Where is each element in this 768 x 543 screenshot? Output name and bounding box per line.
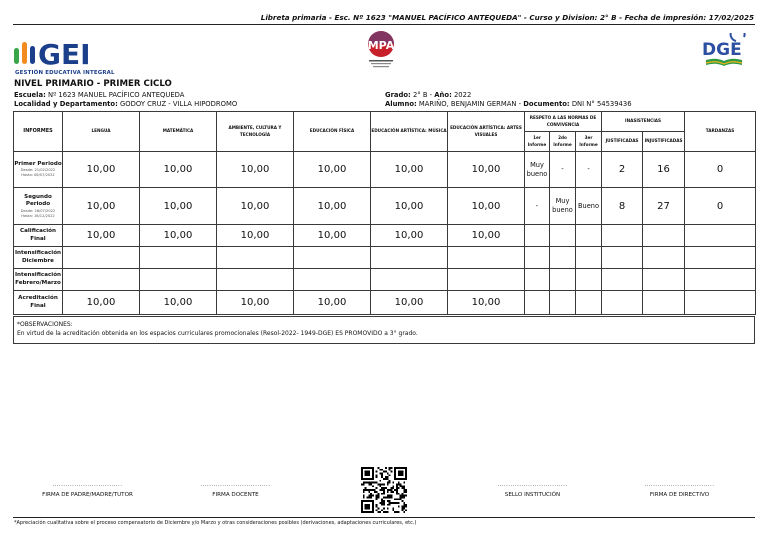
alumno-value: MARIÑO, BENJAMIN GERMAN - xyxy=(418,100,522,108)
anio-label: Año: xyxy=(434,91,452,99)
empty-cell xyxy=(643,247,685,269)
grades-table xyxy=(13,111,756,315)
anio-value: 2022 xyxy=(453,91,472,99)
grade-cell: 10,00 xyxy=(448,291,525,315)
signature-padre-label: FIRMA DE PADRE/MADRE/TUTOR xyxy=(42,492,133,498)
localidad-line xyxy=(14,100,237,108)
injustificadas-cell: 27 xyxy=(643,188,685,225)
signature-directivo xyxy=(622,483,737,498)
table-row xyxy=(14,225,756,247)
escuela-label: Escuela: xyxy=(14,91,46,99)
empty-cell xyxy=(685,291,756,315)
signature-line: ................................ xyxy=(497,482,568,488)
grade-cell: 10,00 xyxy=(371,225,448,247)
grade-cell: 10,00 xyxy=(294,291,371,315)
empty-cell xyxy=(643,269,685,291)
empty-cell xyxy=(525,225,550,247)
qr-code-icon xyxy=(361,467,407,513)
period-start: Desde: 21/02/2022 xyxy=(20,168,56,173)
grade-cell xyxy=(217,247,294,269)
col-visuales: EDUCACIÓN ARTÍSTICA: ARTES VISUALES xyxy=(448,112,525,152)
respeto-cell: Bueno xyxy=(576,188,602,225)
respeto-cell: - xyxy=(525,188,550,225)
grade-cell xyxy=(448,247,525,269)
row-label-cell xyxy=(14,269,63,291)
grade-cell: 10,00 xyxy=(217,188,294,225)
grade-cell: 10,00 xyxy=(217,152,294,188)
grado-label: Grado: xyxy=(385,91,411,99)
signature-docente xyxy=(178,483,293,498)
row-label-cell xyxy=(14,188,63,225)
alumno-line xyxy=(385,100,632,108)
grade-cell: 10,00 xyxy=(63,225,140,247)
signature-directivo-label: FIRMA DE DIRECTIVO xyxy=(649,492,710,498)
footer-note: *Apreciación cualitativa sobre el proceso compensatorio de Diciembre y/o Marzo y otras consideraciones posibles (derivaciones, adaptaciones curriculares, etc.) xyxy=(14,520,417,526)
footer-divider xyxy=(13,517,755,518)
empty-cell xyxy=(602,247,643,269)
col-informes: INFORMES xyxy=(14,112,63,152)
empty-cell xyxy=(550,247,576,269)
tardanzas-cell: 0 xyxy=(685,152,756,188)
row-label: Intensificación Febrero/Marzo xyxy=(14,271,62,286)
level-title: NIVEL PRIMARIO - PRIMER CICLO xyxy=(14,79,172,89)
dge-logo-text: DGE xyxy=(702,40,742,60)
observations-box xyxy=(13,316,755,344)
grade-cell xyxy=(140,247,217,269)
grade-cell xyxy=(63,247,140,269)
col-musica: EDUCACIÓN ARTÍSTICA: MÚSICA xyxy=(371,112,448,152)
empty-cell xyxy=(576,225,602,247)
school-line xyxy=(14,91,184,99)
col-tardanzas: TARDANZAS xyxy=(685,112,756,152)
grade-cell xyxy=(371,269,448,291)
col-fisica: EDUCACIÓN FÍSICA xyxy=(294,112,371,152)
empty-cell xyxy=(576,291,602,315)
empty-cell xyxy=(550,269,576,291)
grade-cell: 10,00 xyxy=(217,225,294,247)
col-justificadas: JUSTIFICADAS xyxy=(602,132,643,152)
justificadas-cell: 8 xyxy=(602,188,643,225)
grado-value: 2° B - xyxy=(412,91,433,99)
table-row xyxy=(14,247,756,269)
grade-cell: 10,00 xyxy=(371,152,448,188)
respeto-cell: - xyxy=(550,152,576,188)
localidad-label: Localidad y Departamento: xyxy=(14,100,118,108)
signature-docente-label: FIRMA DOCENTE xyxy=(212,492,259,498)
gei-subtitle: GESTIÓN EDUCATIVA INTEGRAL xyxy=(15,70,115,76)
observations-title: *OBSERVACIONES: xyxy=(17,321,73,328)
signature-sello-label: SELLO INSTITUCIÓN xyxy=(504,492,561,498)
col-ambiente: AMBIENTE, CULTURA Y TECNOLOGÍA xyxy=(217,112,294,152)
dge-logo xyxy=(700,33,756,71)
empty-cell xyxy=(643,225,685,247)
empty-cell xyxy=(576,269,602,291)
empty-cell xyxy=(643,291,685,315)
empty-cell xyxy=(685,269,756,291)
empty-cell xyxy=(525,291,550,315)
respeto-cell: Muy bueno xyxy=(550,188,576,225)
col-informe-3: 3er Informe xyxy=(576,132,602,152)
row-label: Intensificación Diciembre xyxy=(14,249,62,264)
grade-cell: 10,00 xyxy=(448,152,525,188)
row-label: Segundo Periodo xyxy=(24,193,52,208)
empty-cell xyxy=(550,225,576,247)
grade-cell: 10,00 xyxy=(140,291,217,315)
empty-cell xyxy=(576,247,602,269)
grade-cell: 10,00 xyxy=(371,188,448,225)
row-label: Acreditación Final xyxy=(18,294,58,309)
grade-cell xyxy=(140,269,217,291)
tardanzas-cell: 0 xyxy=(685,188,756,225)
empty-cell xyxy=(685,225,756,247)
mpa-logo-text: MPA xyxy=(367,39,395,52)
grade-cell: 10,00 xyxy=(140,152,217,188)
grade-cell: 10,00 xyxy=(217,291,294,315)
documento-value: DNI N° 54539436 xyxy=(571,100,632,108)
grade-cell: 10,00 xyxy=(63,188,140,225)
grade-cell: 10,00 xyxy=(140,188,217,225)
row-label: Calificación Final xyxy=(19,227,56,242)
table-row xyxy=(14,152,756,188)
period-end: Hasta: 16/12/2022 xyxy=(21,213,55,218)
period-start: Desde: 26/07/2022 xyxy=(20,208,56,213)
empty-cell xyxy=(525,247,550,269)
alumno-label: Alumno: xyxy=(385,100,417,108)
justificadas-cell: 2 xyxy=(602,152,643,188)
mpa-logo xyxy=(358,29,404,71)
empty-cell xyxy=(602,269,643,291)
localidad-value: GODOY CRUZ - VILLA HIPODROMO xyxy=(120,100,238,108)
empty-cell xyxy=(525,269,550,291)
col-inasistencias: INASISTENCIAS xyxy=(602,112,685,132)
grade-cell: 10,00 xyxy=(63,291,140,315)
observations-text: En virtud de la acreditación obtenida en los espacios curriculares promocionales (Resol-2022- 1949-DGE) ES PROMOVIDO a 3° grado. xyxy=(17,330,418,337)
grade-cell: 10,00 xyxy=(371,291,448,315)
col-lengua: LENGUA xyxy=(63,112,140,152)
row-label-cell xyxy=(14,247,63,269)
empty-cell xyxy=(602,225,643,247)
signature-sello xyxy=(475,483,590,498)
row-label-cell xyxy=(14,291,63,315)
respeto-cell: Muy bueno xyxy=(525,152,550,188)
col-respeto: RESPETO A LAS NORMAS DE CONVIVENCIA xyxy=(525,112,602,132)
signature-line: ................................ xyxy=(52,482,123,488)
grade-cell: 10,00 xyxy=(294,225,371,247)
grade-cell: 10,00 xyxy=(294,188,371,225)
respeto-cell: - xyxy=(576,152,602,188)
grade-cell xyxy=(217,269,294,291)
gei-logo-text: GEI xyxy=(38,38,91,71)
table-row xyxy=(14,269,756,291)
documento-label: Documento: xyxy=(523,100,570,108)
injustificadas-cell: 16 xyxy=(643,152,685,188)
signature-line: ................................ xyxy=(200,482,271,488)
grade-cell: 10,00 xyxy=(294,152,371,188)
col-informe-1: 1er Informe xyxy=(525,132,550,152)
grade-cell xyxy=(294,269,371,291)
table-row xyxy=(14,188,756,225)
col-injustificadas: INJUSTIFICADAS xyxy=(643,132,685,152)
header-divider xyxy=(13,24,755,25)
grade-cell xyxy=(294,247,371,269)
grade-cell xyxy=(371,247,448,269)
col-informe-2: 2do Informe xyxy=(550,132,576,152)
signature-padre xyxy=(30,483,145,498)
table-row xyxy=(14,291,756,315)
grado-line xyxy=(385,91,471,99)
grade-cell: 10,00 xyxy=(448,225,525,247)
row-label: Primer Periodo xyxy=(14,160,62,167)
row-label-cell xyxy=(14,225,63,247)
grade-cell xyxy=(63,269,140,291)
row-label-cell xyxy=(14,152,63,188)
report-header: Libreta primaria - Esc. Nº 1623 "MANUEL PACÍFICO ANTEQUEDA" - Curso y Division: 2° B - Fecha de impresión: 17/02/2025 xyxy=(260,13,754,22)
grade-cell: 10,00 xyxy=(63,152,140,188)
period-end: Hasta: 08/07/2022 xyxy=(21,173,55,178)
escuela-value: Nº 1623 MANUEL PACÍFICO ANTEQUEDA xyxy=(47,91,185,99)
empty-cell xyxy=(550,291,576,315)
signature-line: ................................ xyxy=(644,482,715,488)
col-matematica: MATEMÁTICA xyxy=(140,112,217,152)
grade-cell xyxy=(448,269,525,291)
grade-cell: 10,00 xyxy=(448,188,525,225)
empty-cell xyxy=(685,247,756,269)
grade-cell: 10,00 xyxy=(140,225,217,247)
empty-cell xyxy=(602,291,643,315)
